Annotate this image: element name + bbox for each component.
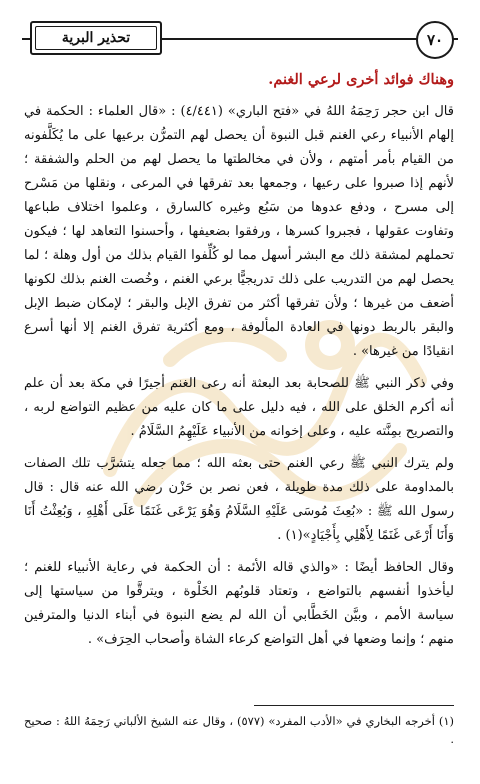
section-heading: وهناك فوائد أخرى لرعي الغنم. <box>268 71 454 88</box>
book-title: تحذير البرية <box>30 21 162 55</box>
page-content <box>24 64 454 660</box>
paragraph-1: قال ابن حجر رَحِمَهُ اللهُ في «فتح الباري» (٤/٤٤١) : «قال العلماء : الحكمة في إلهام الأنبياء رعي الغنم قبل النبوة أن يحصل لهم التمرُّن برعيها على ما يُكَلَّفونه من القيام بأمر أمتهم ، ولأن في مخالطتها ما يحصل لهم من الحلم والشفقة ؛ لأنهم إذا صبروا على رعيها ، وجمعها بعد تفرقها في المرعى ، ونقلها من مَسْرح إلى مسرح ، ودفع عدوها من سَبُع وغيره كالسارق ، وعلموا اختلاف طباعها وتفاوت عقولها ، فجبروا كسرها ، ورفقوا بضعيفها ، وأحسنوا التعاهد لها ؛ فيكون تحملهم لمشقة ذلك مع البشر أسهل مما لو كُلِّفوا القيام بذلك من أول وهلة ؛ لما يحصل لهم من التدريب على ذلك تدريجيًّا برعي الغنم ، وخُصت الغنم بذلك لكونها أضعف من غيرها ؛ ولأن تفرقها أكثر من تفرق الإبل والبقر ؛ لإمكان ضبط الإبل والبقر بالربط دونها في العادة المألوفة ، ومع أكثرية تفرق الغنم إلا أنها أسرع انقيادًا من غيرها» . <box>24 104 454 359</box>
paragraph-4: وقال الحافظ أيضًا : «والذي قاله الأئمة : أن الحكمة في رعاية الأنبياء للغنم ؛ ليأخذوا أنفسهم بالتواضع ، وتعتاد قلوبُهم الخَلْوة ، ويترقَّوا من سياستها إلى سياسة الأمم ، وبيَّن الخَطَّابي أن الله لم يضع النبوة في أبناء الدنيا والمترفين منهم ؛ وإنما وضعها في أهل التواضع كرعاء الشاة وأصحاب الحِرَف» . <box>24 560 454 647</box>
page-header <box>22 18 458 58</box>
footnote-separator <box>254 705 454 706</box>
paragraph-3: ولم يترك النبي ﷺ رعي الغنم حتى بعثه الله ؛ مما جعله يتشرَّب تلك الصفات بالمداومة على ذلك مدة طويلة ، فعن نصر بن حَزْن رضي الله عنه قال : قال رسول الله ﷺ : «بُعِثَ مُوسَى عَلَيْهِ السَّلَامُ وَهُوَ يَرْعَى غَنَمًا عَلَى أَهْلِهِ ، وَبُعِثْتُ أَنَا وَأَنَا أَرْعَى غَنَمًا لِأَهْلِي بِأَجْيَادٍ»(١) . <box>24 456 454 543</box>
paragraph-2: وفي ذكر النبي ﷺ للصحابة بعد البعثة أنه رعى الغنم أجيرًا في مكة بعد أن علم أنه أكرم الخلق على الله ، فيه دليل على ما كان عليه من عظيم التواضع لربه ، والتصريح بمِنَّته عليه ، وعلى إخوانه من الأنبياء عَلَيْهِمُ السَّلَامُ . <box>24 376 454 439</box>
page-number: ٧٠ <box>416 21 454 59</box>
footnote: (١) أخرجه البخاري في «الأدب المفرد» (٥٧٧) ، وقال عنه الشيخ الألباني رَحِمَهُ اللهُ : صحيح . <box>24 714 455 746</box>
